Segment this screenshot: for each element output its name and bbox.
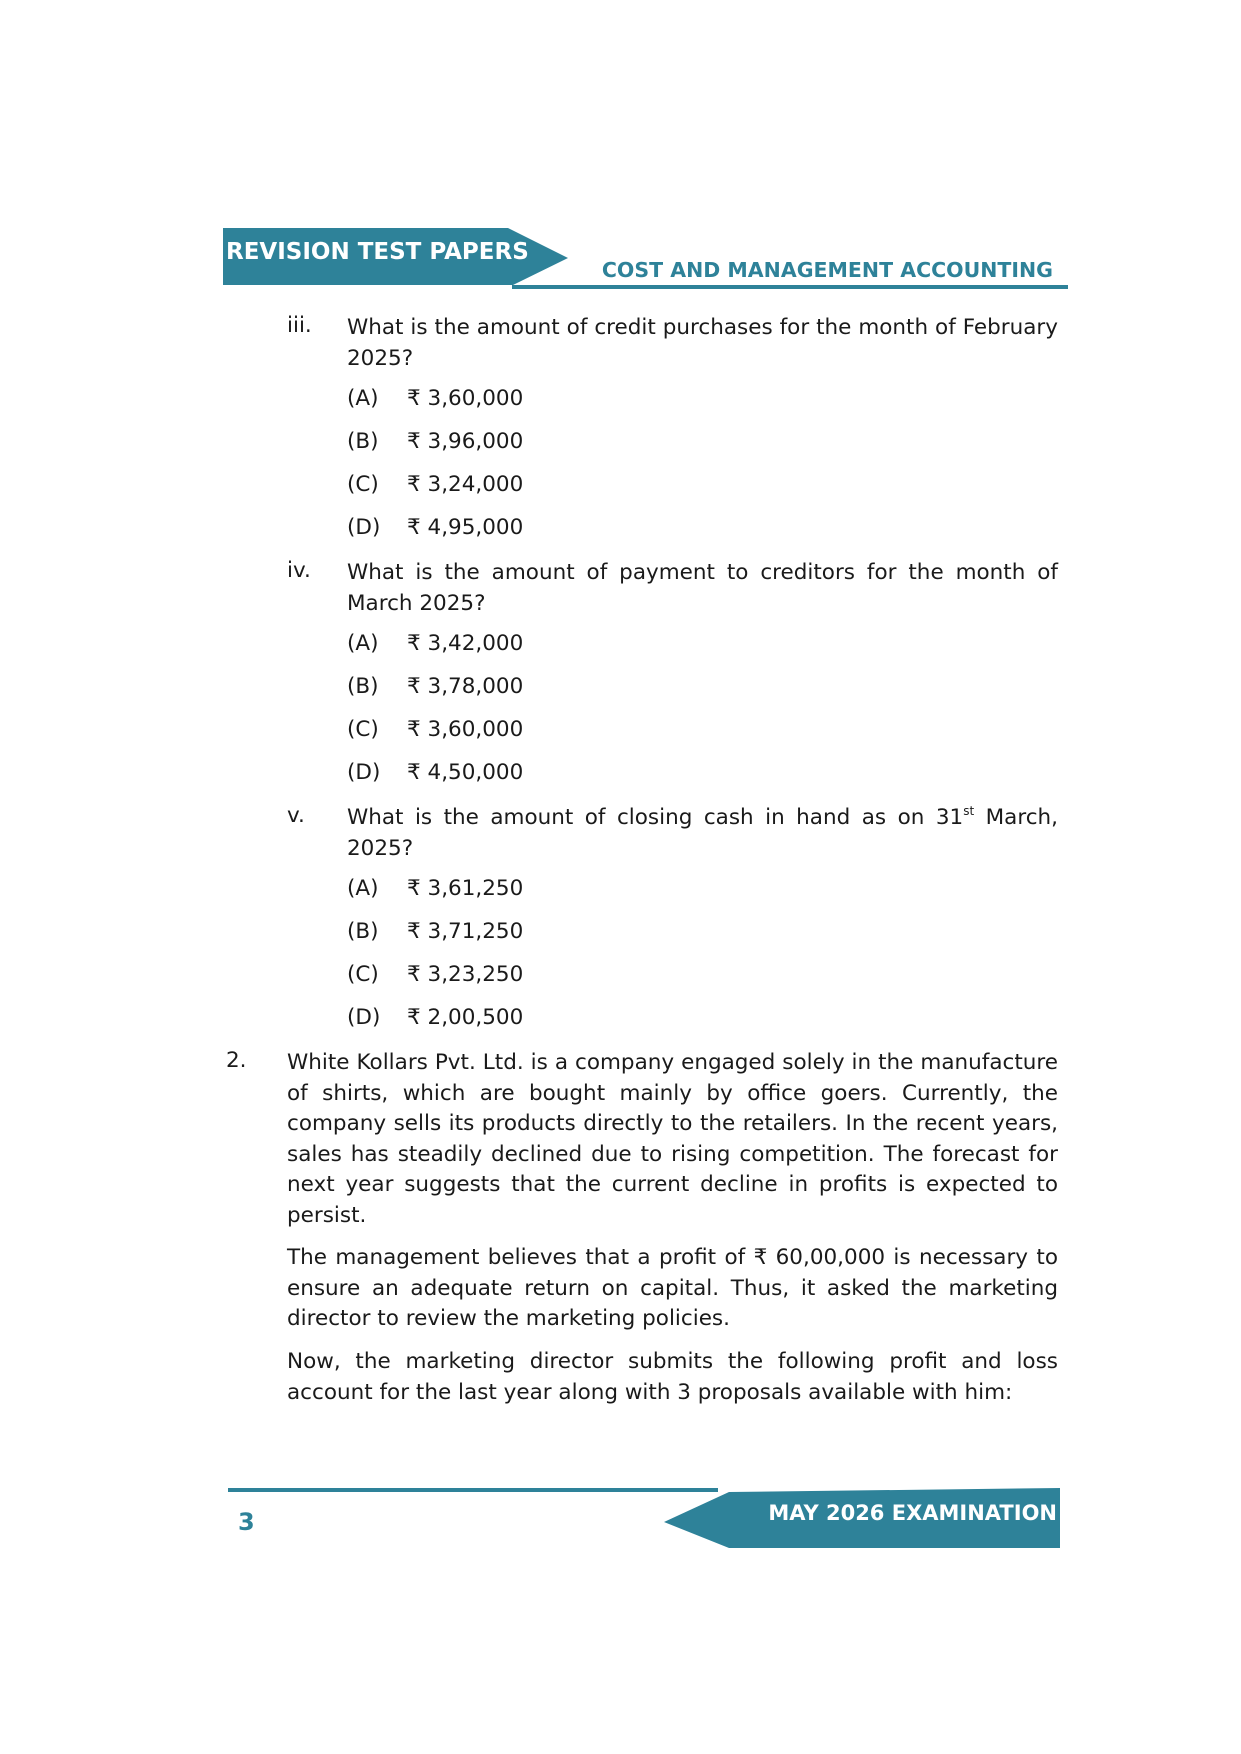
option-letter: (B)	[347, 674, 379, 699]
option-letter: (C)	[347, 962, 379, 987]
option-value: ₹ 4,95,000	[407, 515, 524, 540]
question-text: What is the amount of payment to creditors for the month of March 2025?	[347, 560, 1058, 616]
header-right-title: COST AND MANAGEMENT ACCOUNTING	[601, 258, 1053, 282]
header-left-title: REVISION TEST PAPERS	[226, 239, 529, 265]
page-number: 3	[238, 1508, 255, 1536]
option-value: ₹ 3,23,250	[407, 962, 524, 987]
option-letter: (A)	[347, 631, 379, 656]
option-letter: (D)	[347, 760, 381, 785]
question-text-before: What is the amount of closing cash in hand as on 31	[347, 805, 964, 830]
option-value: ₹ 3,24,000	[407, 472, 524, 497]
option-value: ₹ 3,78,000	[407, 674, 524, 699]
question-marker: iv.	[287, 558, 311, 583]
option-value: ₹ 3,71,250	[407, 919, 524, 944]
option-letter: (D)	[347, 1005, 381, 1030]
option-letter: (D)	[347, 515, 381, 540]
problem-paragraph: Now, the marketing director submits the following profit and loss account for the last year along with 3 proposals available with him:	[287, 1349, 1058, 1405]
option-value: ₹ 3,60,000	[407, 717, 524, 742]
option-value: ₹ 3,42,000	[407, 631, 524, 656]
option-letter: (A)	[347, 876, 379, 901]
option-value: ₹ 3,60,000	[407, 386, 524, 411]
question-marker: v.	[287, 803, 305, 828]
question-marker: iii.	[287, 313, 312, 338]
question-text: What is the amount of credit purchases for the month of February 2025?	[347, 315, 1058, 371]
ordinal-suffix: st	[963, 804, 975, 818]
option-value: ₹ 4,50,000	[407, 760, 524, 785]
footer-exam-label: MAY 2026 EXAMINATION	[768, 1501, 1057, 1525]
option-letter: (C)	[347, 717, 379, 742]
footer-rule	[228, 1488, 718, 1492]
option-value: ₹ 2,00,500	[407, 1005, 524, 1030]
option-letter: (A)	[347, 386, 379, 411]
problem-paragraph: The management believes that a profit of ₹ 60,00,000 is necessary to ensure an adequate return on capital. Thus, it asked the marketing director to review the marketing policies.	[287, 1245, 1058, 1331]
question-text-after: March, 2025?	[347, 805, 1058, 861]
header-rule	[512, 285, 1068, 289]
option-letter: (C)	[347, 472, 379, 497]
problem-number: 2.	[226, 1048, 247, 1073]
option-value: ₹ 3,61,250	[407, 876, 524, 901]
option-letter: (B)	[347, 919, 379, 944]
question-text	[347, 803, 1058, 864]
option-value: ₹ 3,96,000	[407, 429, 524, 454]
problem-paragraph: White Kollars Pvt. Ltd. is a company engaged solely in the manufacture of shirts, which are bought mainly by office goers. Currently, the company sells its products directly to the retailers. In the recent years, sales has steadily declined due to rising competition. The forecast for next year suggests that the current decline in profits is expected to persist.	[287, 1050, 1058, 1228]
option-letter: (B)	[347, 429, 379, 454]
